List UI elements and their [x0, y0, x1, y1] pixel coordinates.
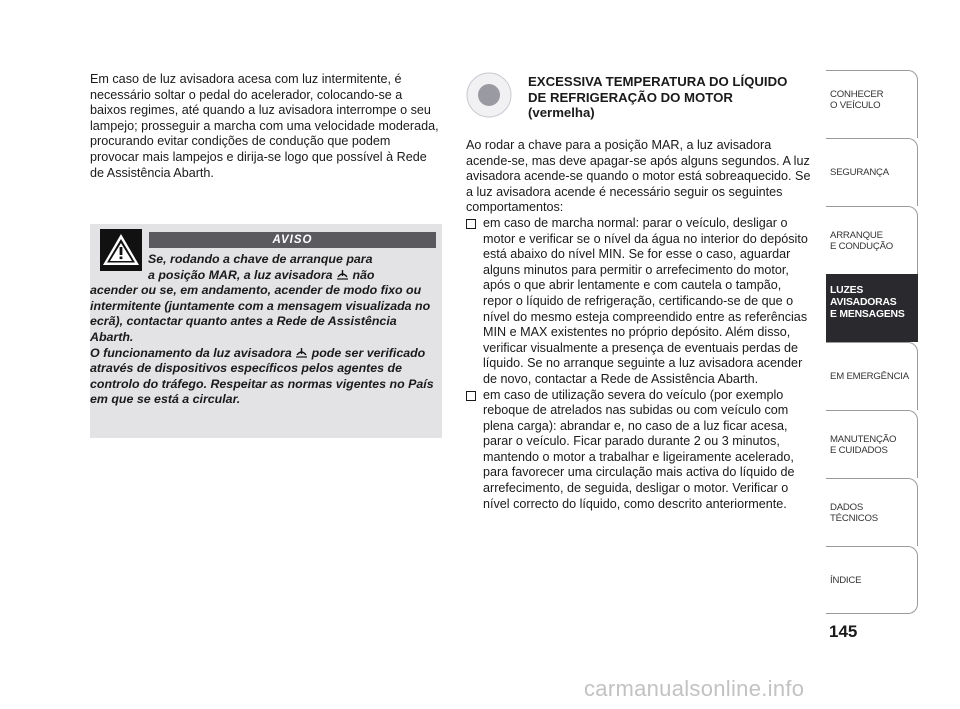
warning-box	[90, 224, 442, 438]
checkbox-bullet-icon	[466, 219, 476, 229]
section-title: EXCESSIVA TEMPERATURA DO LÍQUIDO DE REFRIGERAÇÃO DO MOTOR (vermelha)	[528, 74, 788, 120]
warning-text	[90, 252, 436, 408]
warning-lamp-icon	[466, 72, 512, 118]
tab-label: EM EMERGÊNCIA	[830, 371, 909, 382]
tab-seguranca[interactable]	[826, 138, 918, 206]
warning-line-1: Se, rodando a chave de arranque para	[148, 252, 373, 266]
warning-rest-1: acender ou se, em andamento, acender de modo fixo ou intermitente (juntamente com a mensagem visualizada no ecrã), contactar quanto antes a Rede de Assistência Abarth.	[90, 283, 431, 344]
page-number: 145	[829, 622, 858, 641]
tab-conhecer-o-veiculo[interactable]	[826, 70, 918, 138]
list-item-text: em caso de utilização severa do veículo (por exemplo reboque de atrelados nas subidas ou com veículo com plena carga): abrandar e, no caso de a luz ficar acesa, parar o veículo. Ficar parado durante 2 ou 3 minutos, mantendo o motor a trabalhar e ligeiramente acelerado, para favorecer uma circulação mais activa do líquido de arrefecimento, de seguida, desligar o motor. Verificar o nível correcto do líquido, como descrito anteriormente.	[483, 387, 795, 511]
tab-label: SEGURANÇA	[830, 167, 889, 178]
left-column	[90, 72, 440, 181]
bullet-list	[466, 216, 811, 512]
coolant-temp-icon	[336, 269, 349, 280]
list-item	[466, 216, 811, 388]
checkbox-bullet-icon	[466, 391, 476, 401]
chapter-tabs	[826, 70, 918, 614]
warning-line-2b: não	[349, 267, 375, 282]
watermark: carmanualsonline.info	[584, 676, 805, 701]
tab-label: ÍNDICE	[830, 575, 862, 586]
tab-label: CONHECER O VEÍCULO	[830, 89, 884, 111]
tab-arranque-e-conducao[interactable]	[826, 206, 918, 274]
tab-em-emergencia[interactable]	[826, 342, 918, 410]
section-body	[466, 138, 811, 512]
intro-paragraph: Em caso de luz avisadora acesa com luz intermitente, é necessário soltar o pedal do acelerador, colocando-se a baixos regimes, até quando a luz avisadora interrompe o seu lampejo; prosseguir a marcha com uma velocidade moderada, procurando evitar condições de condução que podem provocar mais lampejos e dirija-se logo que possível à Rede de Assistência Abarth.	[90, 72, 439, 180]
tab-dados-tecnicos[interactable]	[826, 478, 918, 546]
tab-label: DADOS TÉCNICOS	[830, 502, 878, 524]
tab-luzes-avisadoras[interactable]	[826, 274, 918, 342]
warning-line-2a: a posição MAR, a luz avisadora	[148, 267, 333, 282]
list-item	[466, 388, 811, 513]
section-intro: Ao rodar a chave para a posição MAR, a luz avisadora acende-se, mas deve apagar-se após alguns segundos. A luz avisadora acende-se quando o motor está sobreaquecido. Se a luz avisadora acende é necessário seguir os seguintes comportamentos:	[466, 138, 811, 215]
tab-label: LUZES AVISADORAS E MENSAGENS	[830, 285, 905, 320]
warning-label: AVISO	[149, 232, 436, 248]
list-item-text: em caso de marcha normal: parar o veículo, desligar o motor e verificar se o nível da água no interior do depósito está abaixo do nível MIN. Se for esse o caso, aguardar alguns minutos para permitir o arrefecimento do motor, após o que abrir lentamente e com cautela o tampão, repor o líquido de refrigeração, certificando-se de que o nível do mesmo esteja compreendido entre as referências MIN e MAX existentes no próprio depósito. Além disso, verificar visualmente a presença de eventuais perdas de líquido. Se no arranque seguinte a luz avisadora acender de novo, contactar a Rede de Assistência Abarth.	[483, 215, 808, 386]
tab-manutencao-e-cuidados[interactable]	[826, 410, 918, 478]
tab-indice[interactable]	[826, 546, 918, 614]
tab-label: MANUTENÇÃO E CUIDADOS	[830, 434, 897, 456]
warning-rest-2b: pode ser verificado através de dispositivos específicos pelos agentes de controlo do tráfego. Respeitar as normas vigentes no País em que se está a circular.	[90, 345, 434, 407]
warning-rest-2a: O funcionamento da luz avisadora	[90, 345, 292, 360]
tab-label: ARRANQUE E CONDUÇÃO	[830, 230, 894, 252]
coolant-temp-icon	[295, 347, 308, 358]
